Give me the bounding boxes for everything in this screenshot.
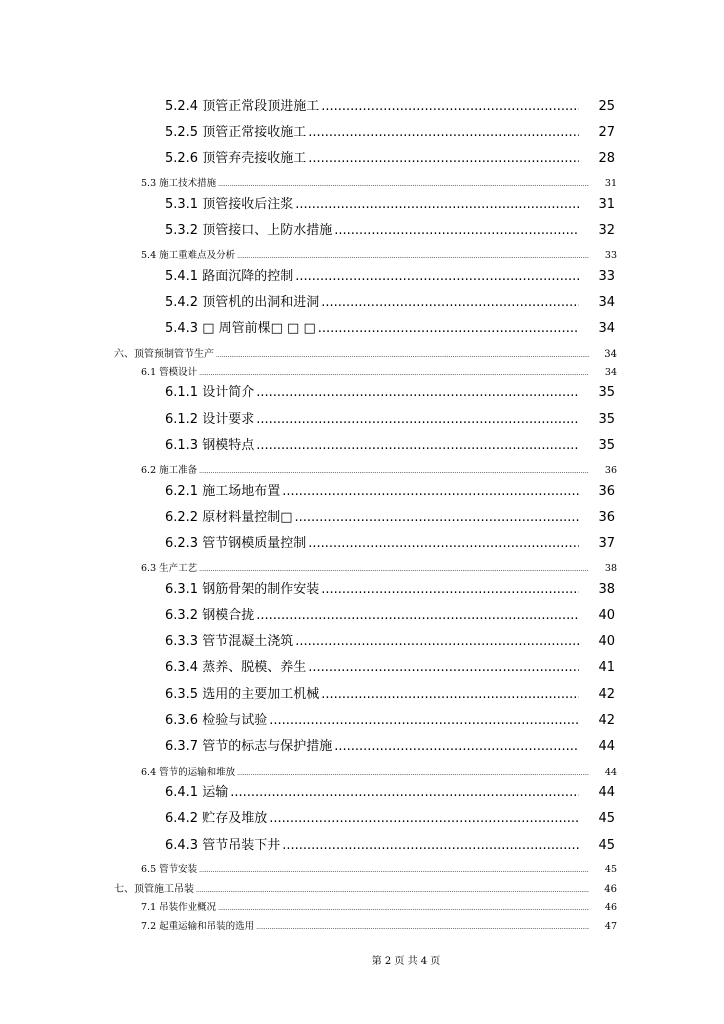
toc-entry-page: 35	[598, 412, 615, 427]
toc-entry-label: 6.4.1 运输	[165, 785, 229, 800]
toc-entry[interactable]	[165, 480, 615, 499]
toc-entry-label: 5.4.2 顶管机的出洞和进洞	[165, 295, 320, 310]
toc-entry-label: 6.2 施工准备	[141, 465, 198, 476]
toc-entry[interactable]	[141, 462, 617, 474]
toc-entry[interactable]	[165, 709, 615, 728]
toc-leader	[237, 253, 589, 260]
toc-leader	[218, 905, 589, 912]
toc-leader	[256, 924, 589, 931]
page-footer: 第 2 页 共 4 页	[371, 956, 441, 967]
toc-entry-label: 6.5 管节安装	[141, 864, 198, 875]
toc-entry-page: 45	[598, 811, 615, 826]
toc-entry-page: 34	[598, 295, 615, 310]
toc-entry-label: 6.3.4 蒸养、脱模、养生	[165, 660, 307, 675]
toc-entry[interactable]	[165, 434, 615, 453]
toc-entry-page: 27	[598, 125, 615, 140]
toc-entry-label: 6.3.6 检验与试验	[165, 713, 268, 728]
toc-entry-label: 6.2.2 原材料量控制□	[165, 510, 293, 525]
toc-entry[interactable]	[165, 291, 615, 310]
toc-entry-page: 40	[598, 634, 615, 649]
toc-leader	[199, 468, 589, 475]
toc-entry-page: 33	[598, 269, 615, 284]
toc-entry-label: 5.4 施工重难点及分析	[141, 250, 236, 261]
toc-entry-label: 6.4 管节的运输和堆放	[141, 767, 236, 778]
toc-entry-label: 5.4.3 □ 周管前棵□ □ □	[165, 321, 316, 336]
toc-entry-label: 6.1.3 钢模特点	[165, 438, 255, 453]
toc-leader	[196, 887, 589, 894]
toc-entry-page: 35	[598, 385, 615, 400]
toc-entry[interactable]	[165, 506, 615, 525]
toc-entry-page: 44	[598, 785, 615, 800]
toc-leader	[321, 687, 579, 702]
toc-entry-label: 7.1 吊装作业概况	[141, 902, 217, 913]
toc-entry[interactable]	[165, 781, 615, 800]
toc-entry-page: 32	[598, 223, 615, 238]
toc-leader	[318, 321, 579, 336]
toc-entry-page: 25	[598, 99, 615, 114]
toc-entry-label: 6.3.2 钢模合拢	[165, 608, 255, 623]
toc-entry[interactable]	[114, 345, 617, 360]
toc-entry-label: 六、顶管预制管节生产	[114, 349, 214, 360]
toc-entry-page: 34	[604, 349, 617, 360]
toc-entry[interactable]	[165, 735, 615, 754]
toc-leader	[230, 785, 579, 800]
toc-entry[interactable]	[114, 880, 617, 895]
toc-entry-page: 44	[604, 767, 617, 778]
toc-entry-label: 6.4.3 管节吊装下井	[165, 838, 281, 853]
toc-entry-label: 5.3 施工技术措施	[141, 178, 217, 189]
toc-entry-label: 5.2.6 顶管弃壳接收施工	[165, 151, 307, 166]
toc-entry-page: 42	[598, 687, 615, 702]
toc-leader	[295, 634, 579, 649]
toc-entry-page: 42	[598, 713, 615, 728]
toc-entry[interactable]	[141, 560, 617, 572]
toc-entry-page: 44	[598, 739, 615, 754]
toc-entry[interactable]	[165, 604, 615, 623]
toc-leader	[295, 510, 580, 525]
toc-entry[interactable]	[165, 578, 615, 597]
toc-entry-label: 七、顶管施工吊装	[114, 884, 194, 895]
toc-leader	[321, 99, 579, 114]
toc-entry[interactable]	[141, 918, 617, 930]
toc-leader	[334, 223, 579, 238]
toc-entry[interactable]	[141, 899, 617, 911]
toc-entry-label: 6.3 生产工艺	[141, 563, 198, 574]
toc-entry-page: 37	[598, 536, 615, 551]
toc-entry-label: 6.3.1 钢筋骨架的制作安装	[165, 582, 320, 597]
toc-entry-page: 31	[604, 178, 617, 189]
toc-entry-page: 46	[604, 884, 617, 895]
toc-entry-label: 6.3.7 管节的标志与保护措施	[165, 739, 333, 754]
toc-entry-page: 36	[598, 484, 615, 499]
toc-entry[interactable]	[165, 683, 615, 702]
toc-entry-label: 5.4.1 路面沉降的控制	[165, 269, 294, 284]
toc-entry-page: 36	[604, 465, 617, 476]
toc-entry[interactable]	[141, 764, 617, 776]
toc-entry-page: 35	[598, 438, 615, 453]
toc-leader	[256, 412, 579, 427]
toc-entry-label: 6.1 管模设计	[141, 367, 198, 378]
toc-entry-page: 31	[598, 197, 615, 212]
toc-leader	[321, 582, 579, 597]
toc-entry-label: 6.1.1 设计简介	[165, 385, 255, 400]
toc-entry-label: 5.3.2 顶管接口、上防水措施	[165, 223, 333, 238]
toc-leader	[308, 536, 579, 551]
toc-entry[interactable]	[165, 95, 615, 114]
toc-leader	[308, 151, 579, 166]
toc-entry-page: 45	[598, 838, 615, 853]
toc-entry[interactable]	[141, 364, 617, 376]
toc-leader	[321, 295, 579, 310]
toc-entry[interactable]	[165, 265, 615, 284]
toc-entry[interactable]	[165, 381, 615, 400]
toc-leader	[269, 713, 579, 728]
toc-entry-label: 7.2 起重运输和吊装的选用	[141, 921, 255, 932]
toc-entry-page: 40	[598, 608, 615, 623]
toc-leader	[308, 660, 579, 675]
toc-leader	[256, 385, 579, 400]
toc-entry-label: 6.3.3 管节混凝土浇筑	[165, 634, 294, 649]
toc-entry[interactable]	[165, 656, 615, 675]
toc-entry-page: 36	[598, 510, 615, 525]
toc-entry[interactable]	[165, 834, 615, 853]
toc-entry[interactable]	[165, 121, 615, 140]
toc-entry-page: 34	[598, 321, 615, 336]
toc-entry-page: 33	[604, 250, 617, 261]
toc-leader	[218, 181, 589, 188]
toc-entry-label: 6.2.3 管节钢模质量控制	[165, 536, 307, 551]
toc-leader	[237, 770, 589, 777]
toc-leader	[216, 352, 589, 359]
toc-leader	[256, 608, 579, 623]
toc-leader	[199, 370, 589, 377]
toc-leader	[282, 484, 579, 499]
toc-entry-label: 6.4.2 贮存及堆放	[165, 811, 268, 826]
toc-entry-page: 28	[598, 151, 615, 166]
toc-entry[interactable]	[165, 147, 615, 166]
toc-leader	[295, 197, 579, 212]
toc-entry[interactable]	[141, 175, 617, 187]
toc-entry-label: 5.3.1 顶管接收后注浆	[165, 197, 294, 212]
toc-entry-label: 6.2.1 施工场地布置	[165, 484, 281, 499]
toc-entry[interactable]	[165, 807, 615, 826]
toc-leader	[334, 739, 579, 754]
toc-entry-page: 47	[604, 921, 617, 932]
toc-entry-page: 41	[598, 660, 615, 675]
toc-entry-page: 45	[604, 864, 617, 875]
toc-entry-label: 6.3.5 选用的主要加工机械	[165, 687, 320, 702]
toc-leader	[256, 438, 579, 453]
toc-leader	[282, 838, 579, 853]
toc-entry[interactable]	[165, 630, 615, 649]
toc-entry[interactable]	[165, 193, 615, 212]
toc-leader	[308, 125, 579, 140]
toc-entry[interactable]	[165, 219, 615, 238]
toc-leader	[295, 269, 579, 284]
toc-leader	[199, 867, 589, 874]
toc-entry-page: 34	[604, 367, 617, 378]
toc-entry[interactable]	[165, 532, 615, 551]
toc-leader	[269, 811, 579, 826]
toc-entry-page: 38	[604, 563, 617, 574]
toc-entry[interactable]	[165, 408, 615, 427]
toc-entry-label: 5.2.5 顶管正常接收施工	[165, 125, 307, 140]
toc-entry-label: 5.2.4 顶管正常段顶进施工	[165, 99, 320, 114]
toc-entry-label: 6.1.2 设计要求	[165, 412, 255, 427]
toc-entry-page: 38	[598, 582, 615, 597]
toc-entry-page: 46	[604, 902, 617, 913]
toc-entry[interactable]	[165, 317, 615, 336]
toc-leader	[199, 566, 589, 573]
toc-entry[interactable]	[141, 247, 617, 259]
toc-entry[interactable]	[141, 861, 617, 873]
